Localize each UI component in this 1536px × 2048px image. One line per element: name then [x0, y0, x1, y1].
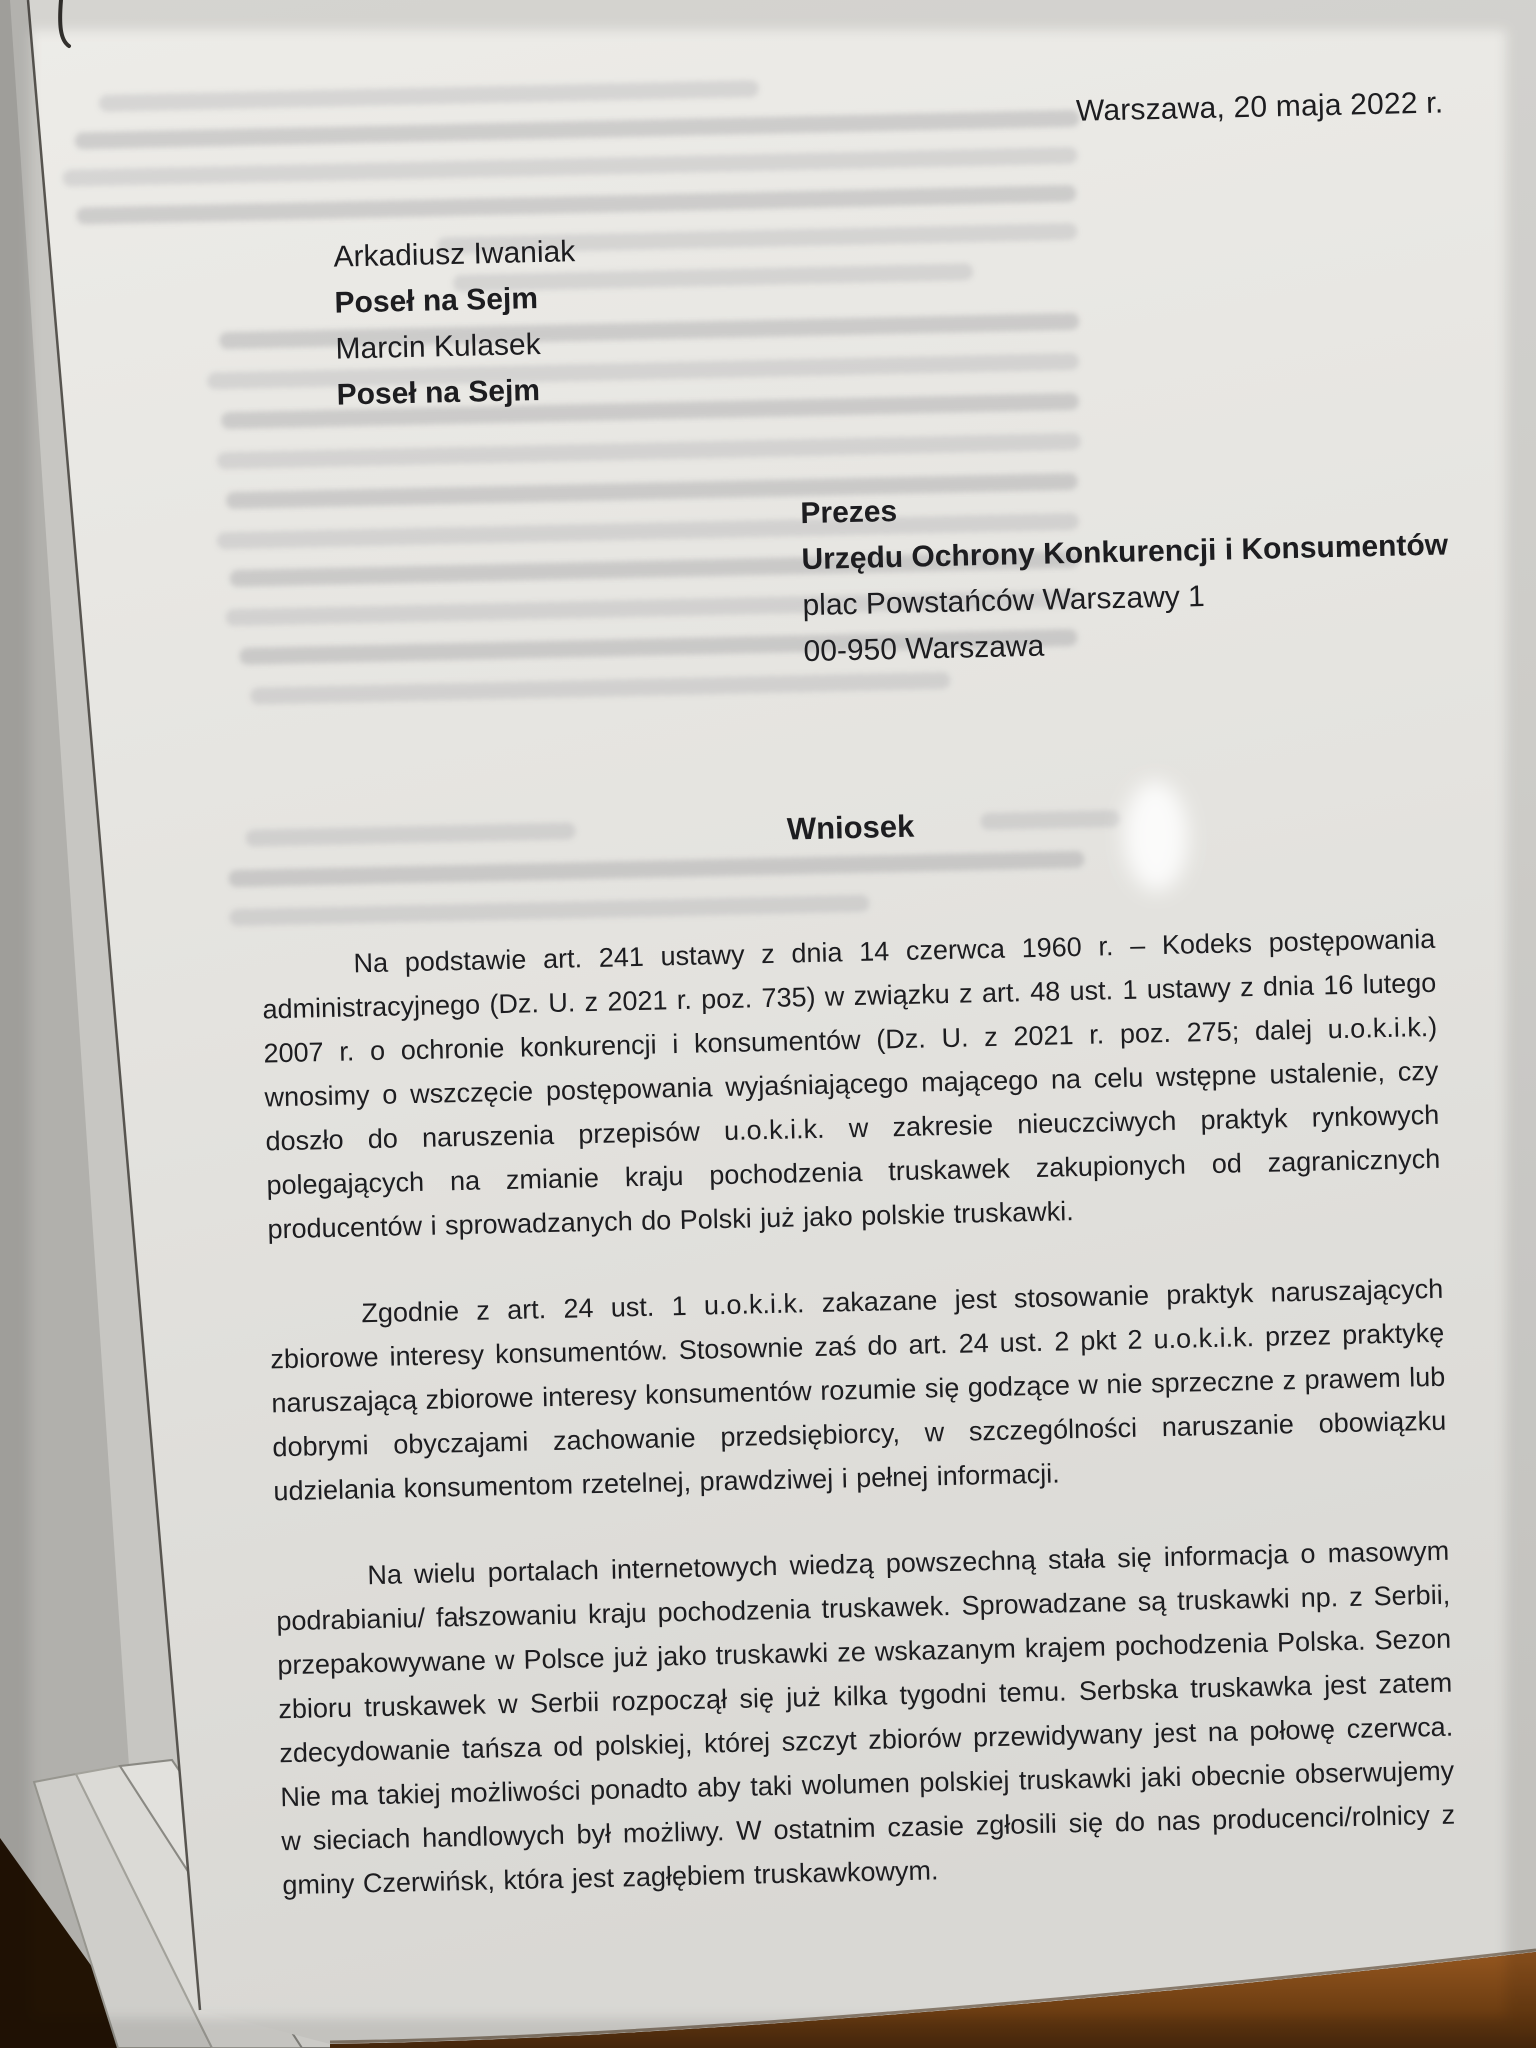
addressee-block	[800, 476, 1451, 675]
sender-title: Poseł na Sejm	[334, 282, 539, 320]
bleed-through-line	[229, 895, 869, 927]
sender-block	[333, 229, 579, 418]
body-paragraph-1: Na podstawie art. 241 ustawy z dnia 14 czerwca 1960 r. – Kodeks postępowania administracyjnego (Dz. U. z 2021 r. poz. 735) w związku z art. 48 ust. 1 ustawy z dnia 16 lutego 2007 r. o ochronie konkurencji i konsumentów (Dz. U. z 2021 r. poz. 275; dalej u.o.k.i.k.) wnosimy o wszczęcie postępowania wyjaśniającego mającego na celu wstępne ustalenie, czy doszło do naruszenia przepisów u.o.k.i.k. w zakresie nieuczciwych praktyk rynkowych polegających na zmianie kraju pochodzenia truskawek zakupionych od zagranicznych producentów i sprowadzanych do Polski już jako polskie truskawki.	[262, 923, 1441, 1245]
document-body	[261, 917, 1457, 1907]
bleed-through-line	[76, 185, 1076, 225]
bleed-through-line	[217, 433, 1081, 470]
bleed-through-line	[75, 110, 1080, 150]
addressee-street: plac Powstańców Warszawy 1	[802, 579, 1206, 623]
body-paragraph-2: Zgodnie z art. 24 ust. 1 u.o.k.i.k. zakazane jest stosowanie praktyk naruszających zbiorowe interesy konsumentów. Stosownie zaś do art. 24 ust. 2 pkt 2 u.o.k.i.k. przez praktykę naruszającą zbiorowe interesy konsumentów rozumie się godzące w nie sprzeczne z prawem lub dobrymi obyczajami zachowanie przedsiębiorcy, w szczególności naruszanie obowiązku udzielania konsumentom rzetelnej, prawdziwej i pełnej informacji.	[270, 1273, 1447, 1507]
bleed-through-line	[62, 147, 1077, 187]
bleed-through-line	[99, 80, 759, 112]
bleed-through-line	[250, 672, 950, 705]
addressee-organization: Urzędu Ochrony Konkurencji i Konsumentów	[801, 528, 1449, 577]
sender-name: Marcin Kulasek	[335, 327, 541, 366]
sender-title: Poseł na Sejm	[336, 374, 541, 412]
sender-name: Arkadiusz Iwaniak	[333, 235, 576, 274]
date-line: Warszawa, 20 maja 2022 r.	[1075, 86, 1444, 128]
document-title: Wniosek	[786, 808, 915, 847]
addressee-postal-city: 00-950 Warszawa	[803, 629, 1045, 669]
addressee-role: Prezes	[800, 494, 898, 531]
body-paragraph-3: Na wielu portalach internetowych wiedzą powszechną stała się informacja o masowym podrabianiu/ fałszowaniu kraju pochodzenia truskawek. Sprowadzane są truskawki np. z Serbii, przepakowywane w Polsce już jako truskawki ze wskazanym krajem pochodzenia Polska. Sezon zbioru truskawek w Serbii rozpoczął się już kilka tygodni temu. Serbska truskawka jest zatem zdecydowanie tańsza od polskiej, której szczyt zbiorów przewidywany jest na połowę czerwca. Nie ma takiej możliwości ponadto aby taki wolumen polskiej truskawki jaki obecnie obserwujemy w sieciach handlowych był możliwy. W ostatnim czasie zgłosili się do nas producenci/rolnicy z gminy Czerwińsk, która jest zagłębiem truskawkowym.	[276, 1535, 1456, 1901]
